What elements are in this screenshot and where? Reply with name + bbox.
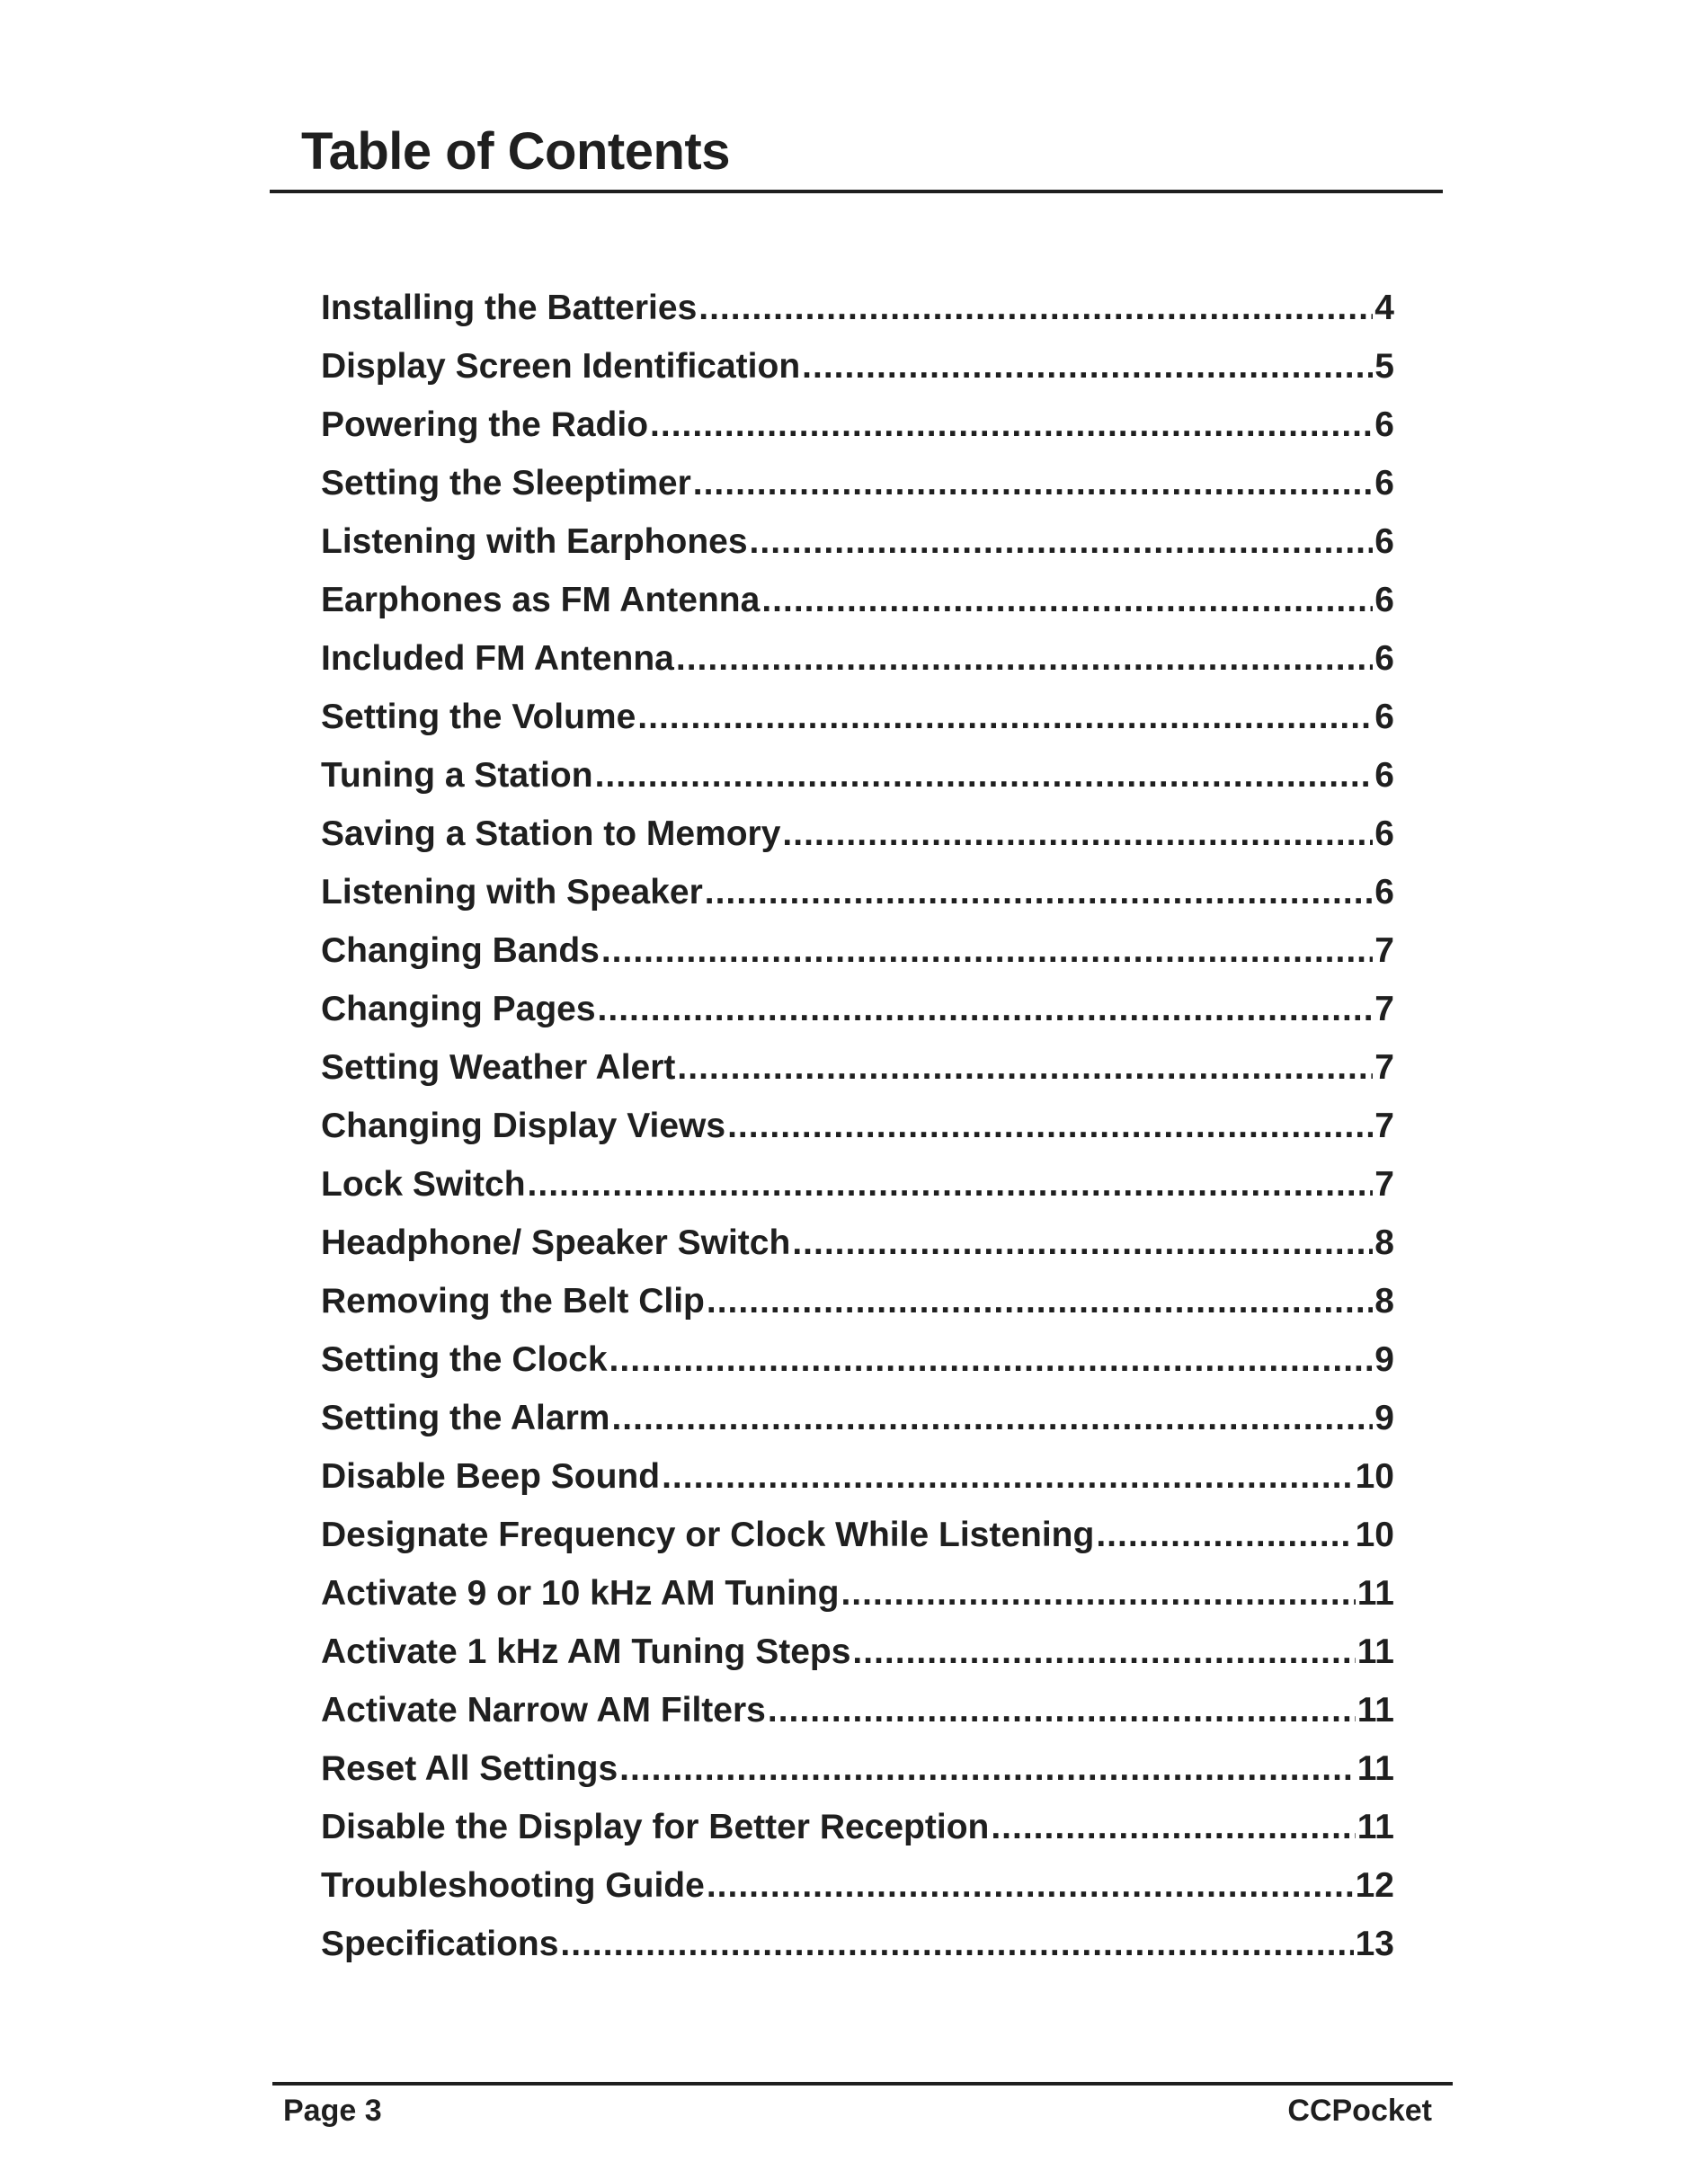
toc-entry-page: 7: [1374, 1048, 1394, 1087]
toc-entry-page: 11: [1357, 1808, 1394, 1846]
toc-entry-title: Activate 1 kHz AM Tuning Steps: [321, 1632, 851, 1671]
toc-entry-title: Powering the Radio: [321, 405, 649, 444]
toc-entry[interactable]: [321, 1564, 1394, 1623]
toc-entry[interactable]: [321, 1623, 1394, 1681]
title-divider: [270, 190, 1443, 193]
toc-dot-leader: [792, 1214, 1373, 1272]
toc-dot-leader: [727, 1097, 1373, 1155]
toc-entry-title: Disable the Display for Better Reception: [321, 1808, 990, 1846]
toc-entry[interactable]: [321, 1506, 1394, 1564]
toc-dot-leader: [677, 1038, 1373, 1097]
toc-entry-page: 12: [1355, 1866, 1394, 1905]
toc-entry-page: 10: [1355, 1516, 1394, 1554]
toc-entry-title: Lock Switch: [321, 1165, 526, 1204]
toc-entry[interactable]: [321, 1798, 1394, 1856]
toc-entry-page: 6: [1374, 522, 1394, 561]
toc-entry-page: 9: [1374, 1340, 1394, 1379]
toc-entry-title: Changing Bands: [321, 931, 600, 970]
toc-entry-title: Setting the Clock: [321, 1340, 608, 1379]
toc-entry-title: Setting the Volume: [321, 698, 636, 736]
toc-entry-page: 6: [1374, 698, 1394, 736]
toc-entry-title: Designate Frequency or Clock While Listening: [321, 1516, 1095, 1554]
toc-entry[interactable]: [321, 805, 1394, 863]
toc-entry-page: 8: [1374, 1282, 1394, 1321]
toc-entry[interactable]: [321, 1681, 1394, 1739]
footer-brand: CCPocket: [1287, 2094, 1432, 2128]
toc-dot-leader: [595, 746, 1374, 805]
toc-entry-page: 6: [1374, 639, 1394, 678]
toc-entry-page: 8: [1374, 1223, 1394, 1262]
toc-dot-leader: [528, 1155, 1374, 1214]
toc-entry[interactable]: [321, 1856, 1394, 1915]
toc-entry-title: Changing Pages: [321, 990, 596, 1028]
toc-dot-leader: [693, 454, 1374, 512]
toc-dot-leader: [991, 1798, 1355, 1856]
toc-dot-leader: [802, 337, 1373, 396]
toc-entry-page: 5: [1374, 347, 1394, 386]
toc-entry[interactable]: [321, 629, 1394, 688]
toc-entry[interactable]: [321, 921, 1394, 980]
toc-entry[interactable]: [321, 688, 1394, 746]
page-title: Table of Contents: [301, 122, 730, 181]
toc-entry-page: 7: [1374, 990, 1394, 1028]
toc-dot-leader: [698, 279, 1373, 337]
toc-dot-leader: [619, 1739, 1356, 1798]
toc-dot-leader: [637, 688, 1373, 746]
toc-entry-title: Setting Weather Alert: [321, 1048, 676, 1087]
table-of-contents: [321, 279, 1394, 1973]
toc-entry[interactable]: [321, 1389, 1394, 1447]
toc-entry-title: Removing the Belt Clip: [321, 1282, 705, 1321]
toc-entry-page: 6: [1374, 405, 1394, 444]
toc-entry[interactable]: [321, 1739, 1394, 1798]
toc-entry[interactable]: [321, 1272, 1394, 1330]
toc-entry-page: 11: [1357, 1749, 1394, 1788]
toc-dot-leader: [705, 863, 1374, 921]
toc-entry-title: Headphone/ Speaker Switch: [321, 1223, 791, 1262]
toc-entry[interactable]: [321, 571, 1394, 629]
toc-entry-title: Display Screen Identification: [321, 347, 801, 386]
toc-entry[interactable]: [321, 1097, 1394, 1155]
toc-entry-title: Included FM Antenna: [321, 639, 674, 678]
toc-entry[interactable]: [321, 746, 1394, 805]
toc-dot-leader: [768, 1681, 1356, 1739]
toc-entry[interactable]: [321, 863, 1394, 921]
toc-entry-page: 10: [1355, 1457, 1394, 1496]
toc-dot-leader: [650, 396, 1373, 454]
toc-entry-page: 9: [1374, 1399, 1394, 1437]
toc-dot-leader: [852, 1623, 1355, 1681]
toc-entry-title: Listening with Earphones: [321, 522, 748, 561]
toc-entry-page: 6: [1374, 756, 1394, 795]
toc-dot-leader: [761, 571, 1373, 629]
toc-entry[interactable]: [321, 512, 1394, 571]
toc-entry-title: Activate Narrow AM Filters: [321, 1691, 766, 1730]
toc-entry-title: Troubleshooting Guide: [321, 1866, 705, 1905]
toc-entry[interactable]: [321, 337, 1394, 396]
toc-dot-leader: [609, 1330, 1374, 1389]
toc-dot-leader: [676, 629, 1373, 688]
toc-entry[interactable]: [321, 1214, 1394, 1272]
toc-entry-page: 6: [1374, 581, 1394, 619]
toc-entry-title: Changing Display Views: [321, 1107, 726, 1145]
toc-entry[interactable]: [321, 1038, 1394, 1097]
toc-entry[interactable]: [321, 1330, 1394, 1389]
toc-entry-page: 6: [1374, 873, 1394, 912]
toc-entry[interactable]: [321, 1155, 1394, 1214]
toc-entry[interactable]: [321, 980, 1394, 1038]
toc-entry-title: Listening with Speaker: [321, 873, 703, 912]
toc-dot-leader: [598, 980, 1374, 1038]
toc-entry[interactable]: [321, 1915, 1394, 1973]
toc-dot-leader: [707, 1272, 1373, 1330]
toc-entry-title: Setting the Alarm: [321, 1399, 610, 1437]
toc-entry-title: Installing the Batteries: [321, 289, 698, 327]
toc-entry-page: 11: [1357, 1632, 1394, 1671]
toc-entry-page: 11: [1357, 1691, 1394, 1730]
toc-entry-page: 7: [1374, 1165, 1394, 1204]
toc-entry[interactable]: [321, 396, 1394, 454]
toc-entry-title: Reset All Settings: [321, 1749, 618, 1788]
toc-dot-leader: [782, 805, 1373, 863]
toc-entry-title: Earphones as FM Antenna: [321, 581, 761, 619]
footer-divider: [272, 2082, 1453, 2086]
toc-entry-title: Disable Beep Sound: [321, 1457, 661, 1496]
toc-dot-leader: [841, 1564, 1355, 1623]
toc-entry-page: 6: [1374, 464, 1394, 503]
toc-dot-leader: [611, 1389, 1373, 1447]
toc-entry-page: 7: [1374, 931, 1394, 970]
toc-entry-page: 4: [1374, 289, 1394, 327]
toc-entry[interactable]: [321, 454, 1394, 512]
toc-entry-title: Setting the Sleeptimer: [321, 464, 691, 503]
toc-dot-leader: [707, 1856, 1354, 1915]
toc-dot-leader: [601, 921, 1373, 980]
toc-entry-page: 13: [1355, 1925, 1394, 1963]
toc-dot-leader: [1096, 1506, 1353, 1564]
toc-entry-page: 7: [1374, 1107, 1394, 1145]
toc-entry-title: Tuning a Station: [321, 756, 593, 795]
toc-entry-title: Saving a Station to Memory: [321, 814, 781, 853]
toc-dot-leader: [662, 1447, 1354, 1506]
toc-entry-page: 6: [1374, 814, 1394, 853]
footer-page-number: Page 3: [283, 2094, 382, 2128]
toc-dot-leader: [750, 512, 1374, 571]
toc-entry-title: Activate 9 or 10 kHz AM Tuning: [321, 1574, 840, 1613]
toc-entry-title: Specifications: [321, 1925, 559, 1963]
toc-entry-page: 11: [1357, 1574, 1394, 1613]
toc-entry[interactable]: [321, 1447, 1394, 1506]
toc-dot-leader: [560, 1915, 1353, 1973]
toc-entry[interactable]: [321, 279, 1394, 337]
